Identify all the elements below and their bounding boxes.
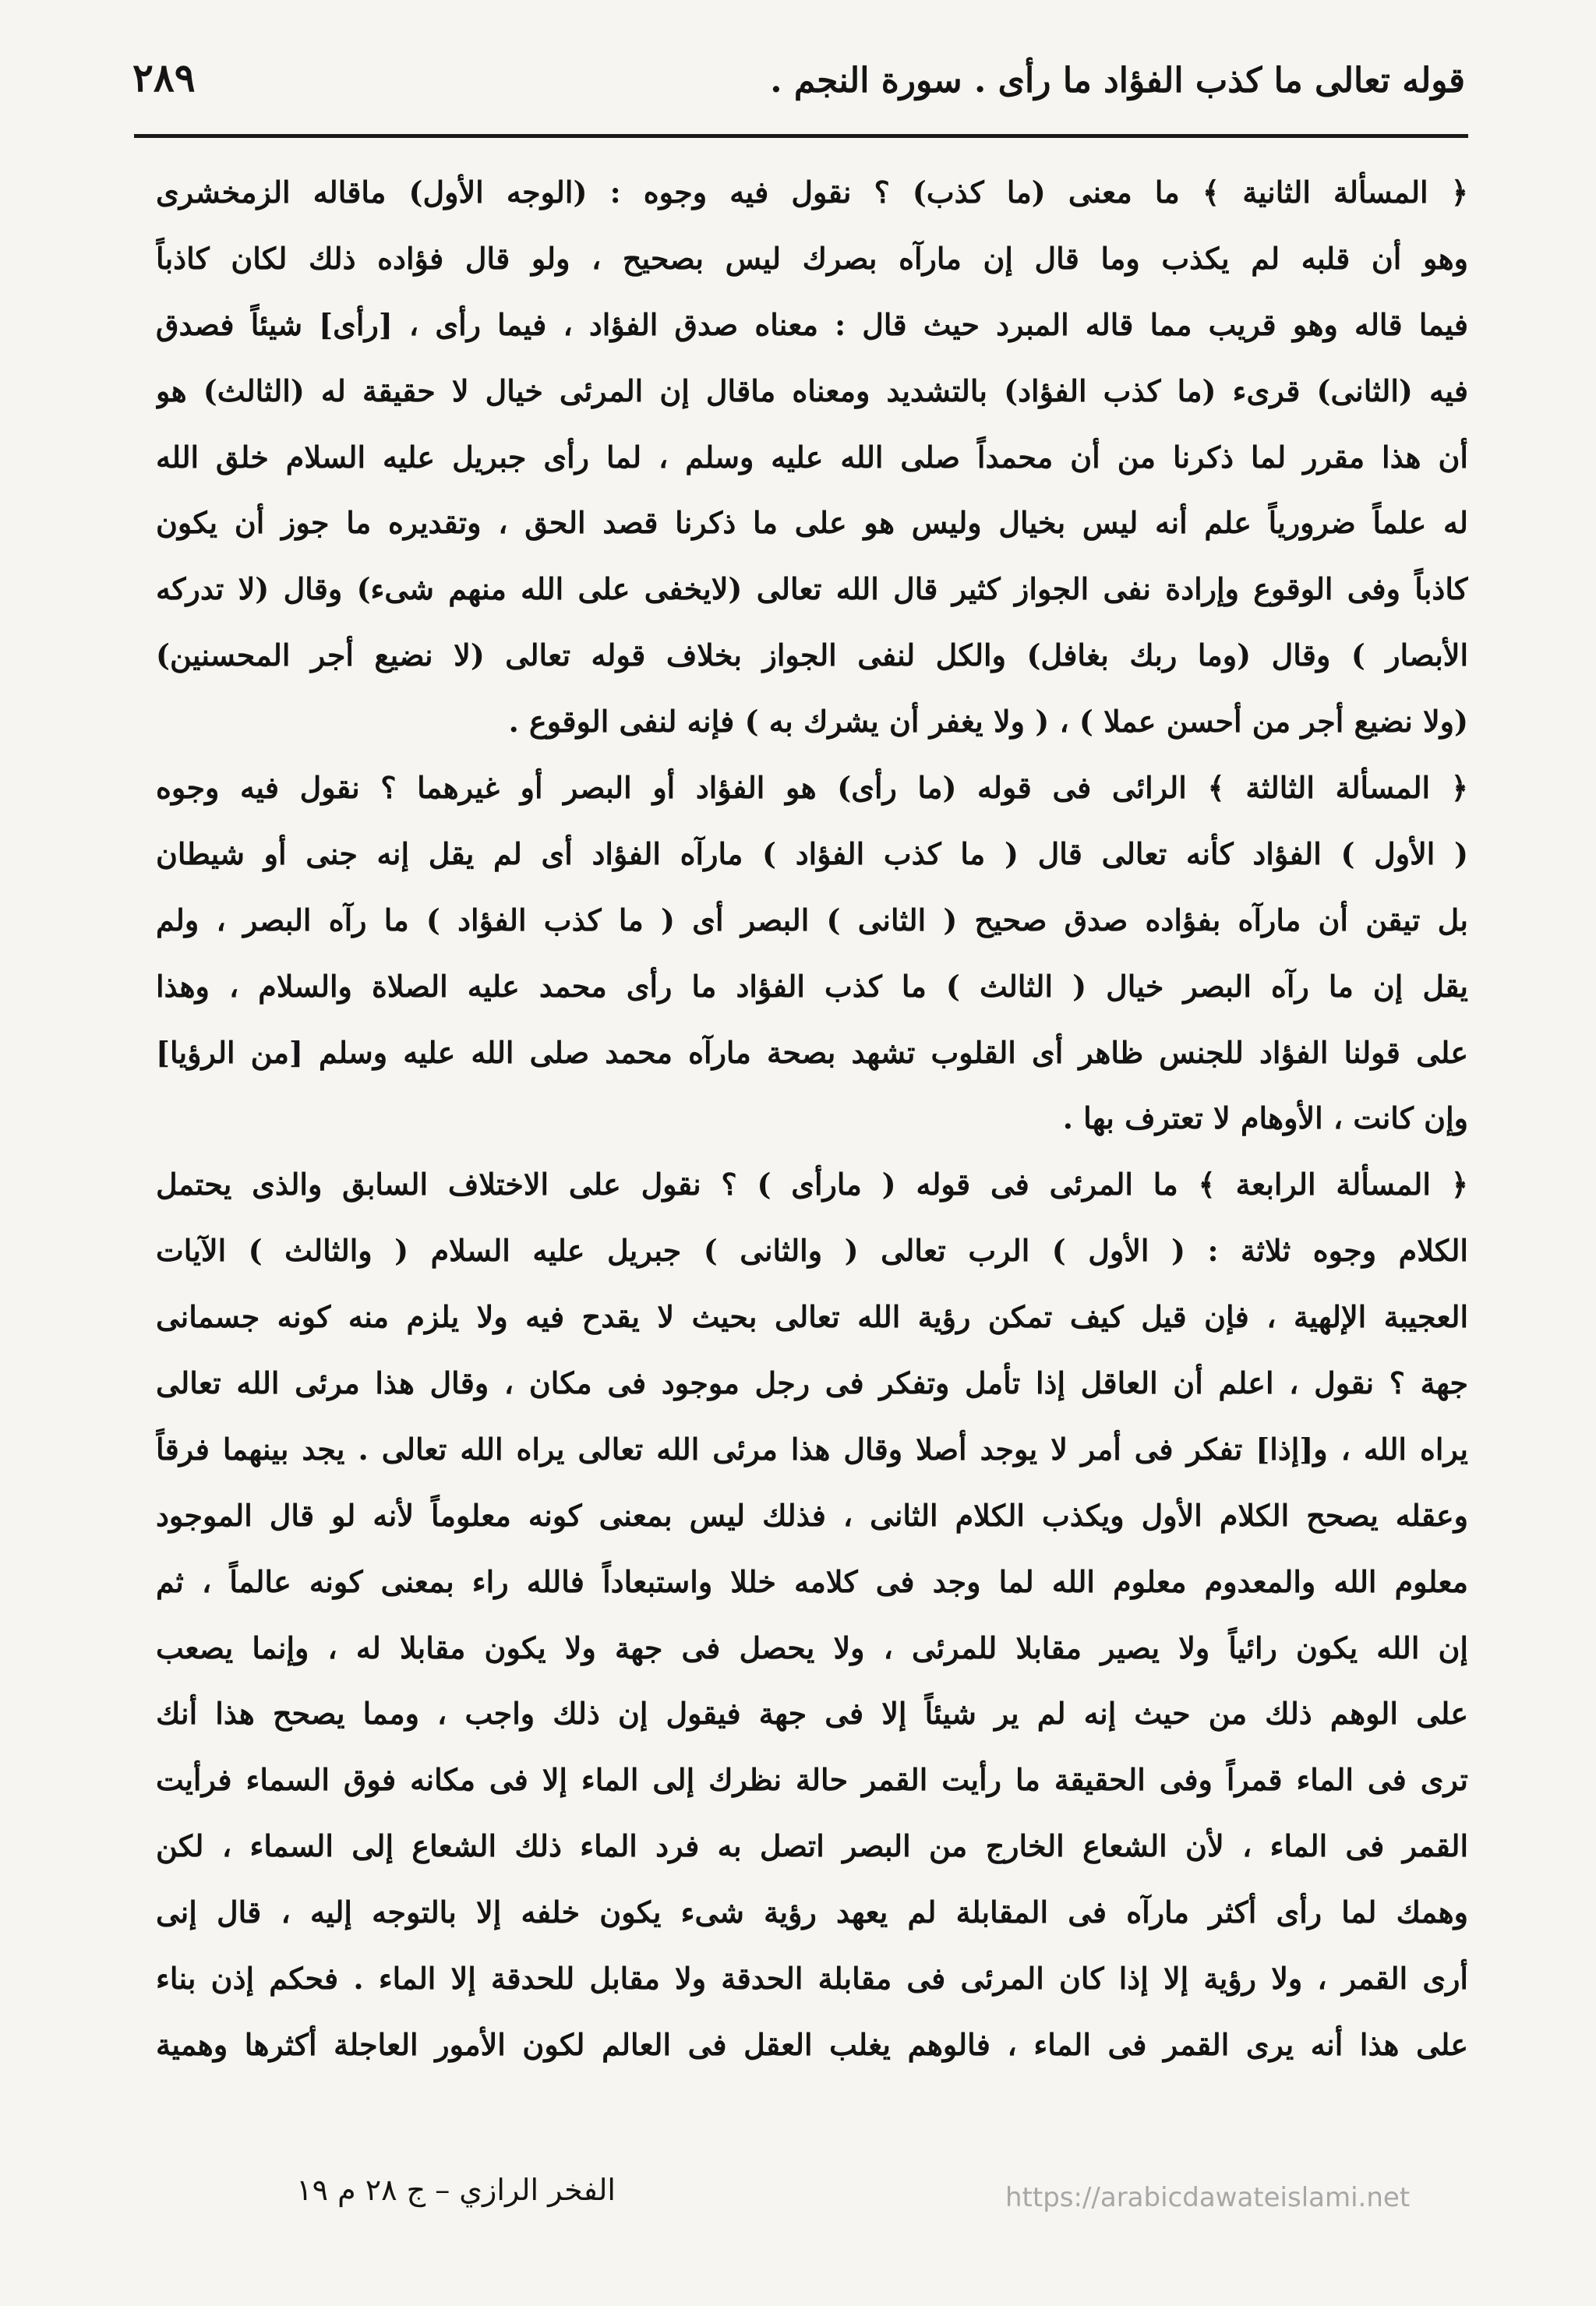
text-line: وهو أن قلبه لم يكذب وما قال إن مارآه بصرك ليس بصحيح ، ولو قال فؤاده ذلك لكان كاذباً bbox=[156, 240, 1468, 276]
text-line: بل تيقن أن مارآه بفؤاده صدق صحيح ( الثانى ) البصر أى ( ما كذب الفؤاد ) ما رآه البصر ، ولم bbox=[156, 902, 1468, 938]
text-line: أن هذا مقرر لما ذكرنا من أن محمداً صلى الله عليه وسلم ، لما رأى جبريل عليه السلام خلق الله bbox=[156, 439, 1468, 475]
text-line: القمر فى الماء ، لأن الشعاع الخارج من البصر اتصل به فرد الماء ذلك الشعاع إلى السماء ، لكن bbox=[156, 1828, 1468, 1864]
text-line: يراه الله ، و[إذا] تفكر فى أمر لا يوجد أصلا وقال هذا مرئى الله تعالى يراه الله تعالى . يجد بينهما فرقاً bbox=[156, 1431, 1468, 1467]
text-line: له علماً ضرورياً علم أنه ليس بخيال وليس هو على ما ذكرنا قصد الحق ، وتقديره ما جوز أن يكون bbox=[156, 505, 1468, 541]
text-line: جهة ؟ نقول ، اعلم أن العاقل إذا تأمل وتفكر فى رجل موجود فى مكان ، وقال هذا مرئى الله تعالى bbox=[156, 1365, 1468, 1401]
text-line: وعقله يصحح الكلام الأول ويكذب الكلام الثانى ، فذلك ليس بمعنى كونه معلوماً لأنه لو قال الموجود bbox=[156, 1497, 1468, 1533]
text-line: الأبصار ) وقال (وما ربك بغافل) والكل لنفى الجواز بخلاف قوله تعالى (لا نضيع أجر المحسنين) bbox=[156, 637, 1468, 673]
text-line: أرى القمر ، ولا رؤية إلا إذا كان المرئى فى مقابلة الحدقة ولا مقابل للحدقة إلا الماء . فحكم إذن بناء bbox=[156, 1961, 1468, 1997]
text-line: العجيبة الإلهية ، فإن قيل كيف تمكن رؤية الله تعالى بحيث لا يقدح فيه ولا يلزم منه كونه جسمانى bbox=[156, 1299, 1468, 1335]
text-line: كاذباً وفى الوقوع وإرادة نفى الجواز كثير قال الله تعالى (لايخفى على الله منهم شىء) وقال (لا تدركه bbox=[156, 571, 1468, 607]
text-line: إن الله يكون رائياً ولا يصير مقابلا للمرئى ، ولا يحصل فى جهة ولا يكون مقابلا له ، وإنما يصعب bbox=[156, 1630, 1468, 1665]
text-line: معلوم الله والمعدوم معلوم الله لما وجد فى كلامه خللا واستبعاداً فالله راء بمعنى كونه عالماً ، ثم bbox=[156, 1563, 1468, 1599]
text-line: يقل إن ما رآه البصر خيال ( الثالث ) ما كذب الفؤاد ما رأى محمد عليه الصلاة والسلام ، وهذا bbox=[156, 968, 1468, 1004]
body-text bbox=[156, 160, 1468, 2078]
text-line: على هذا أنه يرى القمر فى الماء ، فالوهم يغلب العقل فى العالم لكون الأمور العاجلة أكثرها وهمية bbox=[156, 2026, 1468, 2062]
text-line: على الوهم ذلك من حيث إنه لم ير شيئاً إلا فى جهة فيقول إن ذلك واجب ، ومما يصحح هذا أنك bbox=[156, 1696, 1468, 1732]
text-line: (ولا نضيع أجر من أحسن عملا ) ، ( ولا يغفر أن يشرك به ) فإنه لنفى الوقوع . bbox=[508, 704, 1468, 740]
text-line: وهمك لما رأى أكثر مارآه فى المقابلة لم يعهد رؤية شىء يكون خلفه إلا بالتوجه إليه ، قال إنى bbox=[156, 1895, 1468, 1930]
watermark-url: https://arabicdawateislami.net bbox=[1005, 2182, 1411, 2213]
text-line: ﴿ المسألة الرابعة ﴾ ما المرئى فى قوله ( مارأى ) ؟ نقول على الاختلاف السابق والذى يحتمل bbox=[156, 1167, 1468, 1202]
footer-signature: الفخر الرازي – ج ٢٨ م ١٩ bbox=[296, 2173, 616, 2207]
text-line: فيه (الثانى) قرىء (ما كذب الفؤاد) بالتشديد ومعناه ماقال إن المرئى خيال لا حقيقة له (الثالث) هو bbox=[156, 373, 1468, 408]
text-line: ( الأول ) الفؤاد كأنه تعالى قال ( ما كذب الفؤاد ) مارآه الفؤاد أى لم يقل إنه جنى أو شيطان bbox=[156, 835, 1468, 871]
text-line: ﴿ المسألة الثالثة ﴾ الرائى فى قوله (ما رأى) هو الفؤاد أو البصر أو غيرهما ؟ نقول فيه وجوه bbox=[156, 770, 1468, 806]
text-line: وإن كانت ، الأوهام لا تعترف بها . bbox=[1062, 1100, 1468, 1136]
text-line: ﴿ المسألة الثانية ﴾ ما معنى (ما كذب) ؟ نقول فيه وجوه : (الوجه الأول) ماقاله الزمخشرى bbox=[156, 175, 1468, 210]
page-number: ٢٨٩ bbox=[132, 55, 196, 101]
text-line: الكلام وجوه ثلاثة : ( الأول ) الرب تعالى ( والثانى ) جبريل عليه السلام ( والثالث ) الآيات bbox=[156, 1233, 1468, 1269]
text-line: على قولنا الفؤاد للجنس ظاهر أى القلوب تشهد بصحة مارآه محمد صلى الله عليه وسلم [من الرؤيا] bbox=[156, 1034, 1468, 1070]
text-line: ترى فى الماء قمراً وفى الحقيقة ما رأيت القمر حالة نظرك إلى الماء إلا فى مكانه فوق السماء فرأيت bbox=[156, 1762, 1468, 1798]
running-header bbox=[132, 55, 1465, 132]
header-title: قوله تعالى ما كذب الفؤاد ما رأى . سورة النجم . bbox=[770, 61, 1465, 101]
header-rule bbox=[134, 134, 1468, 138]
text-line: فيما قاله وهو قريب مما قاله المبرد حيث قال : معناه صدق الفؤاد ، فيما رأى ، [رأى] شيئاً فصدق bbox=[156, 306, 1468, 342]
